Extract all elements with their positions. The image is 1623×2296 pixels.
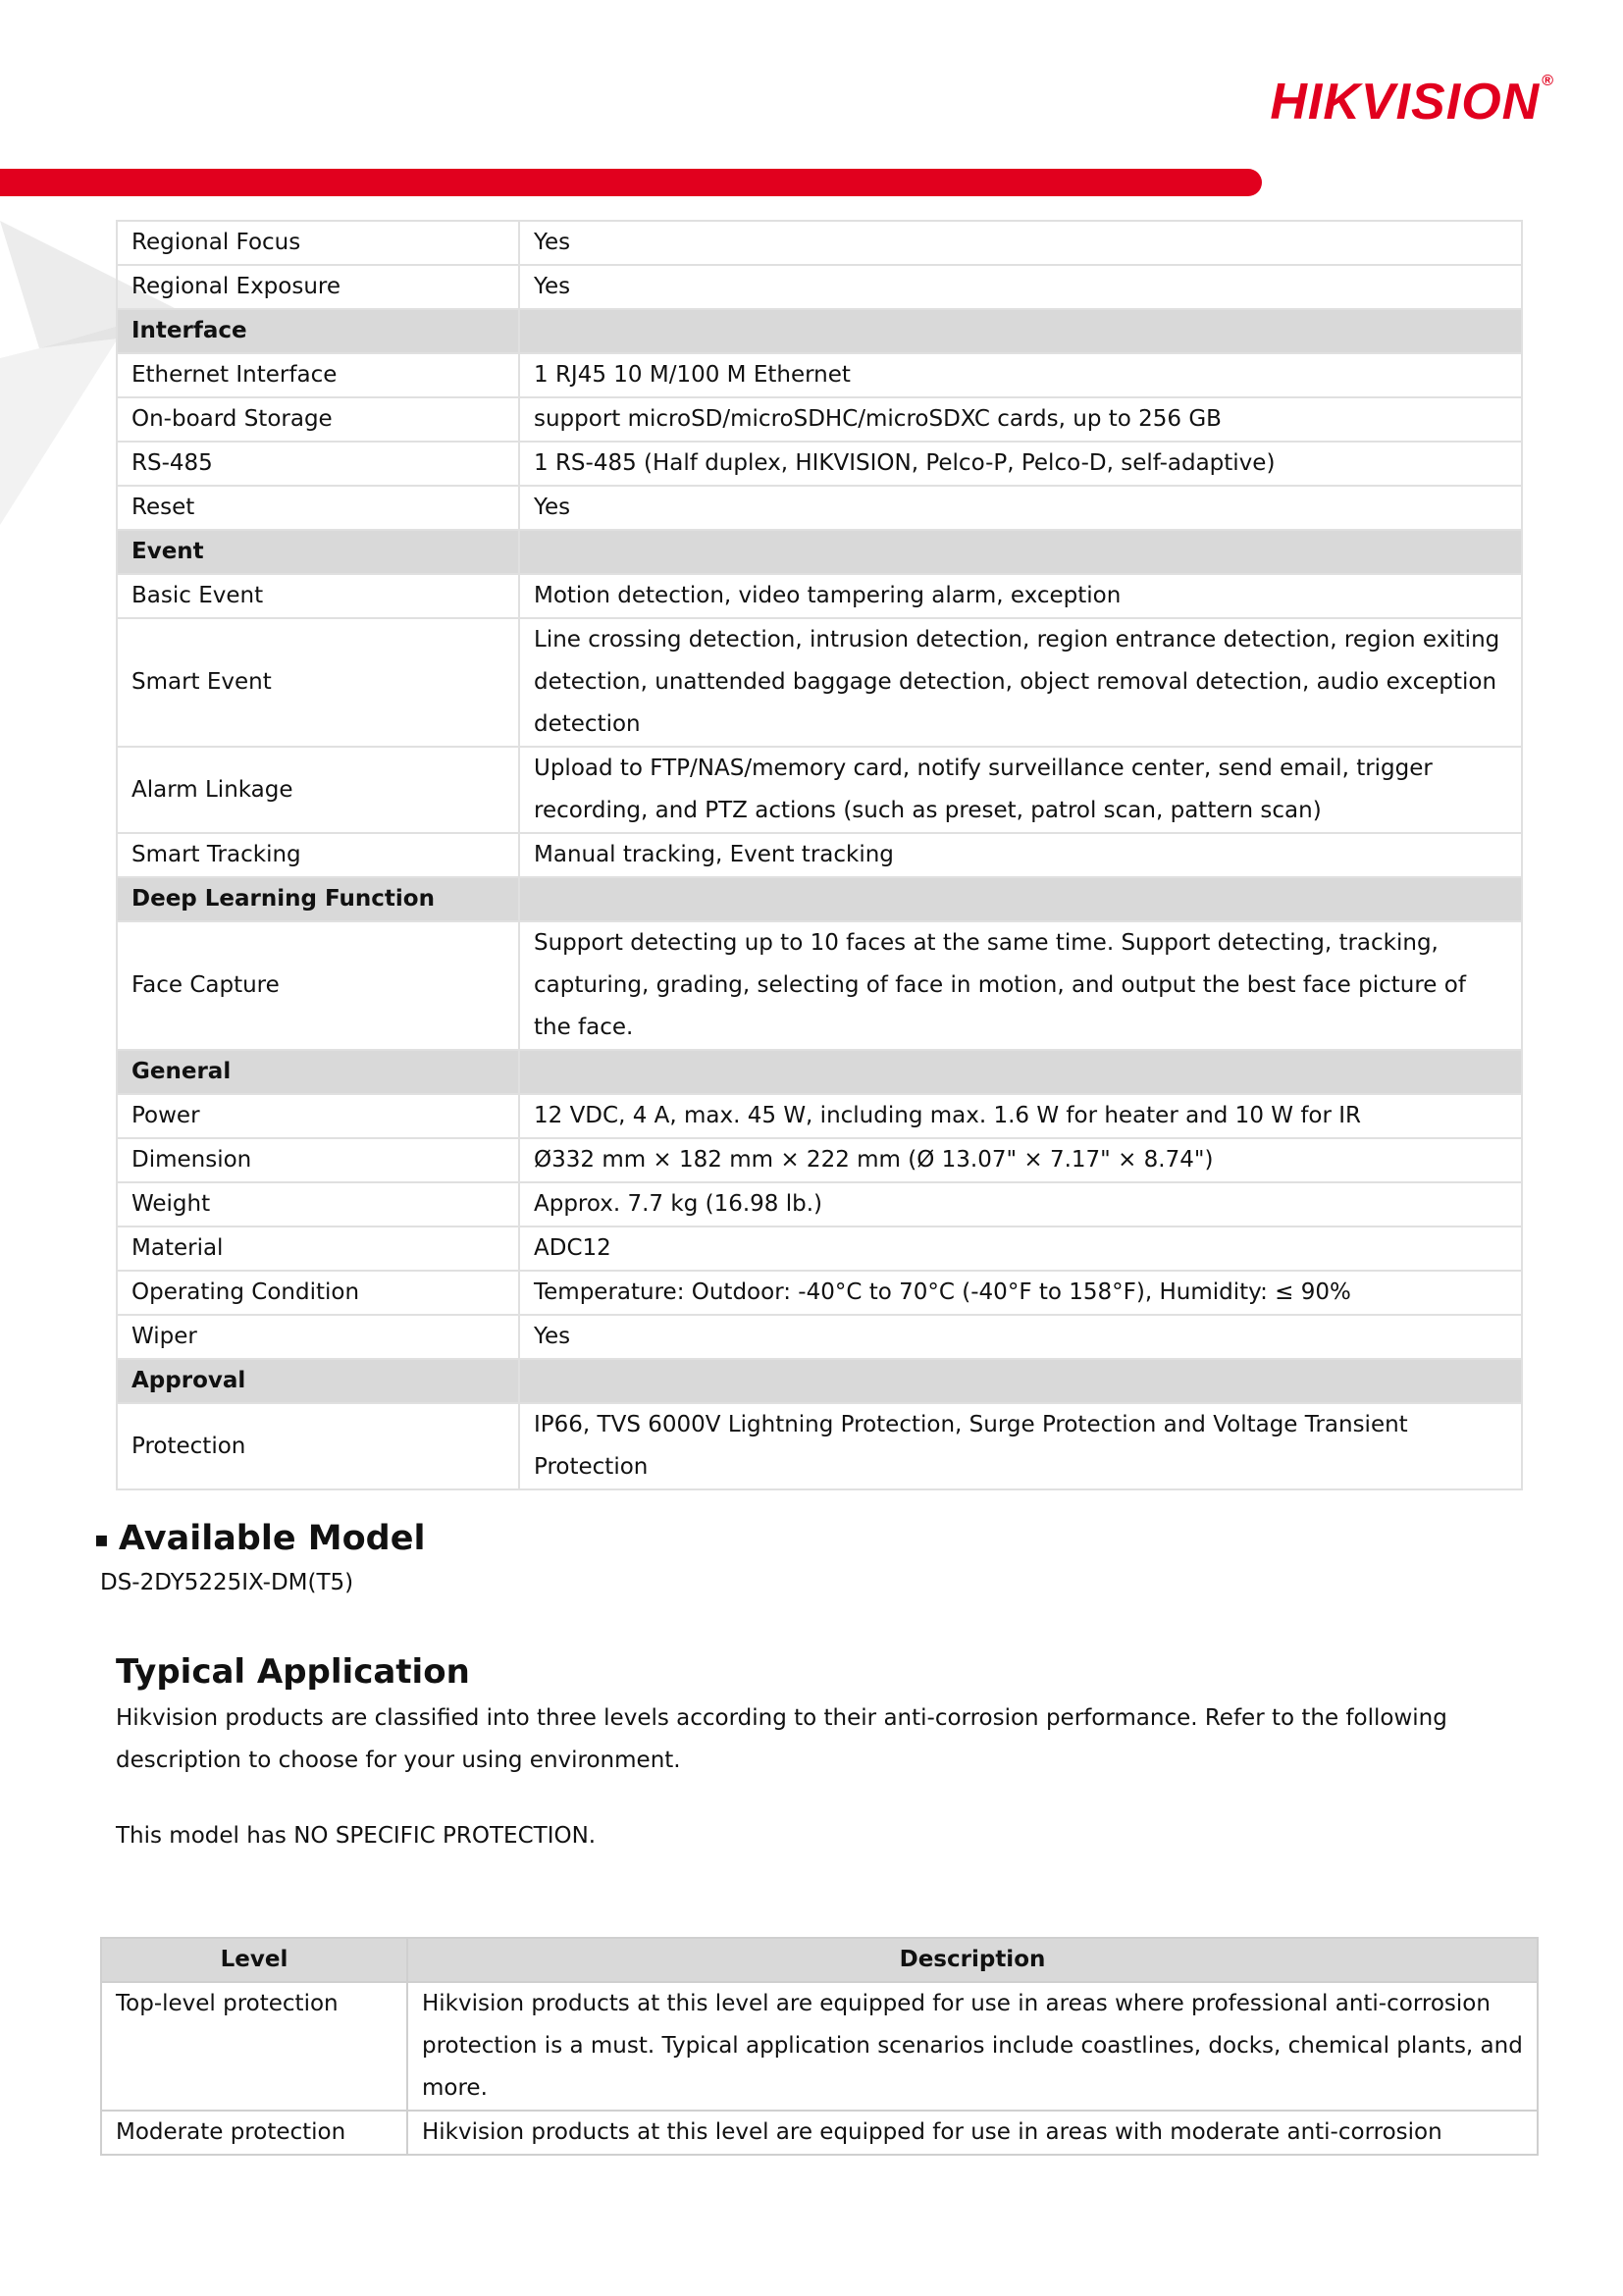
spec-key: On-board Storage bbox=[117, 397, 519, 442]
typical-application-text: Hikvision products are classified into three levels according to their anti-corrosion performance. Refer to the following description to choose for your using environment. bbox=[116, 1705, 1447, 1773]
spec-key: Alarm Linkage bbox=[117, 747, 519, 833]
spec-table bbox=[116, 220, 1523, 1490]
spec-key: Ethernet Interface bbox=[117, 353, 519, 397]
level-cell: Moderate protection bbox=[101, 2111, 407, 2155]
spec-row bbox=[117, 1271, 1522, 1315]
section-title: Interface bbox=[117, 309, 519, 353]
level-cell: Top-level protection bbox=[101, 1982, 407, 2111]
spec-value: ADC12 bbox=[519, 1226, 1522, 1271]
spec-row bbox=[117, 1182, 1522, 1226]
section-filler bbox=[519, 1050, 1522, 1094]
spec-row bbox=[117, 1315, 1522, 1359]
spec-value: IP66, TVS 6000V Lightning Protection, Surge Protection and Voltage Transient Protection bbox=[519, 1403, 1522, 1489]
spec-value: Yes bbox=[519, 265, 1522, 309]
available-model-heading: ▪ Available Model bbox=[94, 1519, 426, 1558]
protection-level-table bbox=[100, 1937, 1539, 2156]
section-title: Deep Learning Function bbox=[117, 877, 519, 921]
spec-row bbox=[117, 618, 1522, 747]
spec-key: Smart Tracking bbox=[117, 833, 519, 877]
spec-row bbox=[117, 833, 1522, 877]
spec-value: Manual tracking, Event tracking bbox=[519, 833, 1522, 877]
spec-section-row bbox=[117, 530, 1522, 574]
spec-row bbox=[117, 1138, 1522, 1182]
spec-value: 1 RJ45 10 M/100 M Ethernet bbox=[519, 353, 1522, 397]
spec-row bbox=[117, 1094, 1522, 1138]
spec-key: Face Capture bbox=[117, 921, 519, 1050]
spec-key: Smart Event bbox=[117, 618, 519, 747]
spec-row bbox=[117, 353, 1522, 397]
spec-key: Operating Condition bbox=[117, 1271, 519, 1315]
spec-value: Yes bbox=[519, 1315, 1522, 1359]
spec-value: Yes bbox=[519, 486, 1522, 530]
header-red-bar bbox=[0, 169, 1262, 196]
spec-key: Protection bbox=[117, 1403, 519, 1489]
table-row bbox=[101, 1982, 1538, 2111]
typical-application-heading: Typical Application bbox=[116, 1652, 470, 1692]
spec-value: Yes bbox=[519, 221, 1522, 265]
spec-value: 12 VDC, 4 A, max. 45 W, including max. 1.6 W for heater and 10 W for IR bbox=[519, 1094, 1522, 1138]
description-cell: Hikvision products at this level are equipped for use in areas with moderate anti-corrosion bbox=[407, 2111, 1538, 2155]
table-row bbox=[101, 2111, 1538, 2155]
spec-section-row bbox=[117, 309, 1522, 353]
spec-key: Reset bbox=[117, 486, 519, 530]
spec-key: Regional Focus bbox=[117, 221, 519, 265]
spec-key: Basic Event bbox=[117, 574, 519, 618]
section-title: Event bbox=[117, 530, 519, 574]
section-title: Approval bbox=[117, 1359, 519, 1403]
spec-value: Approx. 7.7 kg (16.98 lb.) bbox=[519, 1182, 1522, 1226]
protection-note: This model has NO SPECIFIC PROTECTION. bbox=[116, 1823, 597, 1849]
spec-section-row bbox=[117, 877, 1522, 921]
spec-key: Material bbox=[117, 1226, 519, 1271]
spec-key: Dimension bbox=[117, 1138, 519, 1182]
spec-section-row bbox=[117, 1050, 1522, 1094]
section-filler bbox=[519, 1359, 1522, 1403]
spec-key: Weight bbox=[117, 1182, 519, 1226]
spec-row bbox=[117, 265, 1522, 309]
model-number: DS-2DY5225IX-DM(T5) bbox=[100, 1570, 354, 1595]
spec-row bbox=[117, 397, 1522, 442]
spec-value: Ø332 mm × 182 mm × 222 mm (Ø 13.07" × 7.17" × 8.74") bbox=[519, 1138, 1522, 1182]
spec-row bbox=[117, 1403, 1522, 1489]
spec-row bbox=[117, 221, 1522, 265]
spec-key: Wiper bbox=[117, 1315, 519, 1359]
section-filler bbox=[519, 309, 1522, 353]
spec-value: support microSD/microSDHC/microSDXC cards, up to 256 GB bbox=[519, 397, 1522, 442]
spec-row bbox=[117, 747, 1522, 833]
spec-row bbox=[117, 574, 1522, 618]
spec-key: Regional Exposure bbox=[117, 265, 519, 309]
section-filler bbox=[519, 877, 1522, 921]
spec-row bbox=[117, 921, 1522, 1050]
level-header: Level bbox=[101, 1938, 407, 1982]
table-header-row bbox=[101, 1938, 1538, 1982]
section-filler bbox=[519, 530, 1522, 574]
spec-section-row bbox=[117, 1359, 1522, 1403]
section-title: General bbox=[117, 1050, 519, 1094]
hikvision-logo: HIKVISION ® bbox=[1270, 73, 1554, 130]
spec-value: Support detecting up to 10 faces at the same time. Support detecting, tracking, capturing, grading, selecting of face in motion, and output the best face picture of the face. bbox=[519, 921, 1522, 1050]
spec-key: RS-485 bbox=[117, 442, 519, 486]
spec-value: Motion detection, video tampering alarm, exception bbox=[519, 574, 1522, 618]
spec-value: Temperature: Outdoor: -40°C to 70°C (-40°F to 158°F), Humidity: ≤ 90% bbox=[519, 1271, 1522, 1315]
spec-row bbox=[117, 442, 1522, 486]
description-header: Description bbox=[407, 1938, 1538, 1982]
spec-value: 1 RS-485 (Half duplex, HIKVISION, Pelco-P, Pelco-D, self-adaptive) bbox=[519, 442, 1522, 486]
spec-value: Line crossing detection, intrusion detection, region entrance detection, region exiting detection, unattended baggage detection, object removal detection, audio exception detection bbox=[519, 618, 1522, 747]
spec-row bbox=[117, 486, 1522, 530]
spec-row bbox=[117, 1226, 1522, 1271]
description-cell: Hikvision products at this level are equipped for use in areas where professional anti-corrosion protection is a must. Typical application scenarios include coastlines, docks, chemical plants, and more. bbox=[407, 1982, 1538, 2111]
spec-key: Power bbox=[117, 1094, 519, 1138]
spec-value: Upload to FTP/NAS/memory card, notify surveillance center, send email, trigger recording, and PTZ actions (such as preset, patrol scan, pattern scan) bbox=[519, 747, 1522, 833]
